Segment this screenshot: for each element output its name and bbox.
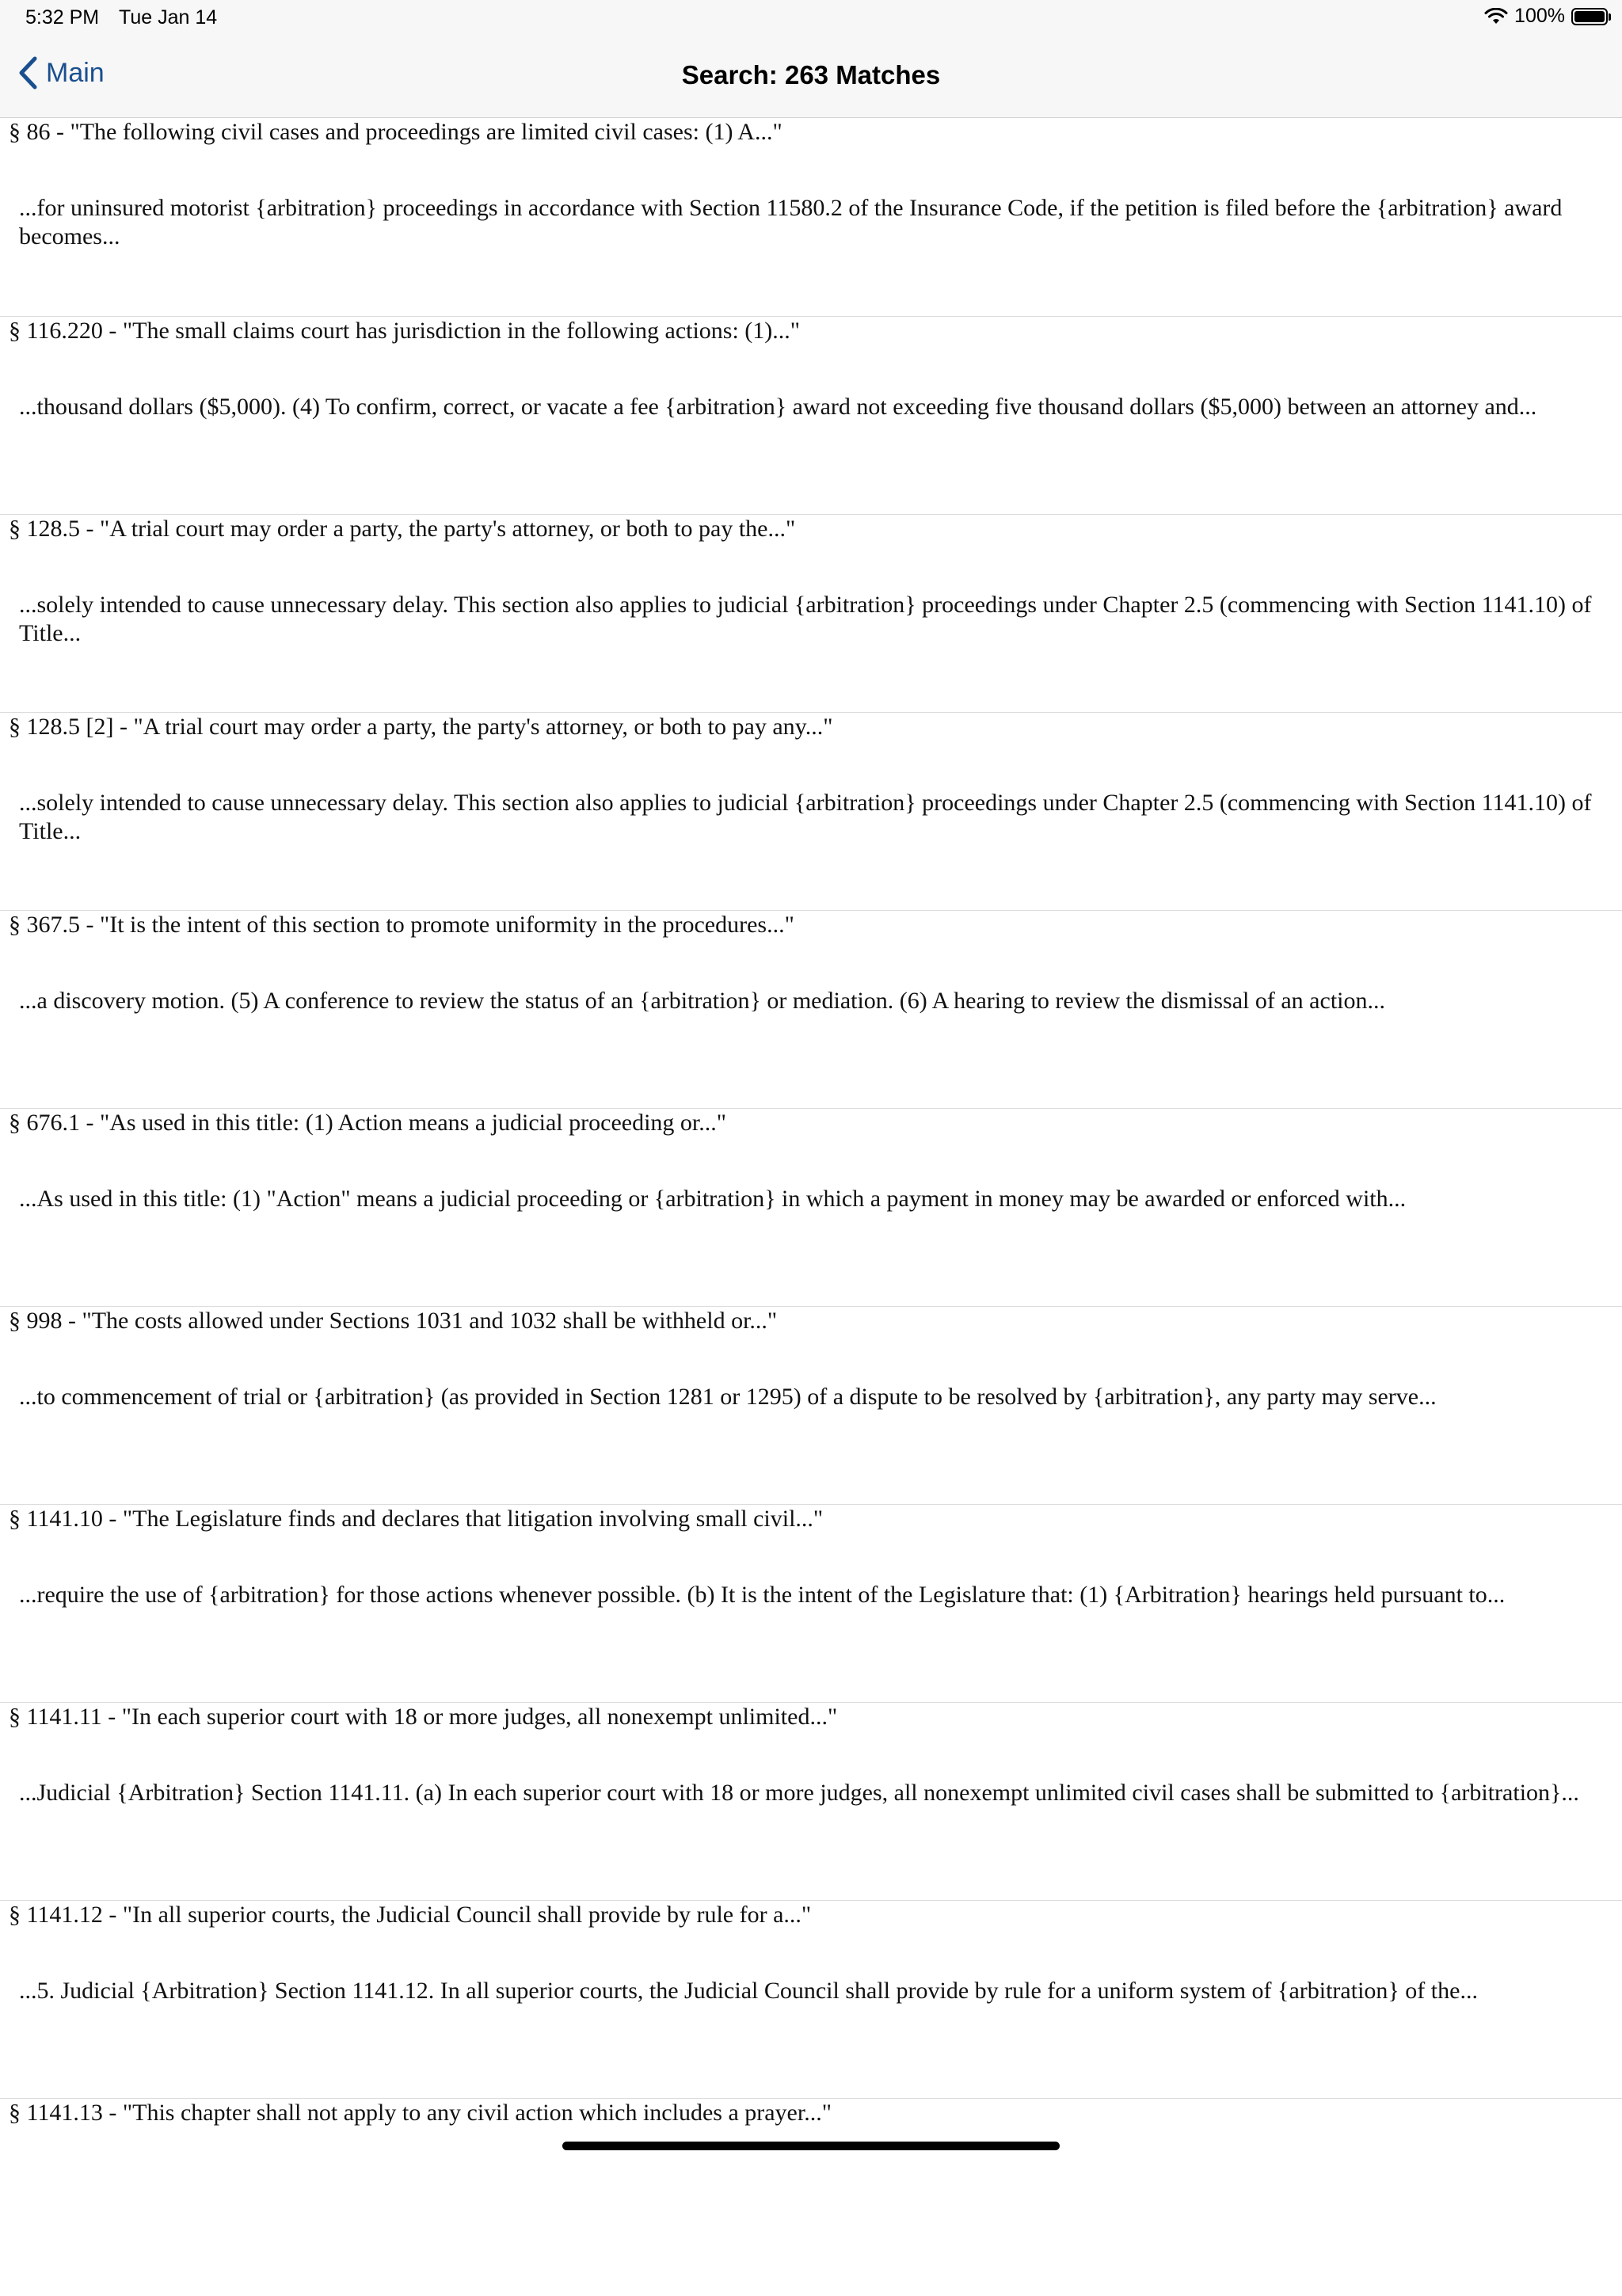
search-result-item[interactable] — [0, 1504, 1622, 1702]
status-time: 5:32 PM — [25, 6, 100, 29]
wifi-icon — [1484, 8, 1508, 25]
result-heading: § 1141.12 - "In all superior courts, the Judicial Council shall provide by rule for a..." — [9, 1902, 812, 1928]
result-heading: § 86 - "The following civil cases and proceedings are limited civil cases: (1) A..." — [9, 119, 782, 145]
result-excerpt: ...solely intended to cause unnecessary delay. This section also applies to judicial {arbitration} proceedings under Chapter 2.5 (commencing with Section 1141.10) of Title... — [19, 592, 1592, 646]
search-result-item[interactable] — [0, 1702, 1622, 1900]
search-result-item[interactable] — [0, 316, 1622, 514]
result-heading: § 1141.13 - "This chapter shall not apply to any civil action which includes a prayer..." — [9, 2100, 832, 2126]
home-indicator[interactable] — [562, 2142, 1060, 2150]
status-date: Tue Jan 14 — [119, 6, 218, 29]
result-heading: § 128.5 [2] - "A trial court may order a party, the party's attorney, or both to pay any..." — [9, 714, 833, 740]
result-heading: § 367.5 - "It is the intent of this section to promote uniformity in the procedures..." — [9, 912, 794, 938]
result-heading: § 998 - "The costs allowed under Sections 1031 and 1032 shall be withheld or..." — [9, 1308, 778, 1334]
battery-percent: 100% — [1514, 5, 1565, 27]
search-result-item[interactable] — [0, 1306, 1622, 1504]
page-title: Search: 263 Matches — [681, 60, 941, 89]
status-bar — [0, 0, 1622, 38]
result-heading: § 128.5 - "A trial court may order a party, the party's attorney, or both to pay the..." — [9, 516, 796, 542]
search-result-item[interactable] — [0, 1900, 1622, 2098]
search-result-item[interactable] — [0, 1108, 1622, 1306]
result-excerpt: ...solely intended to cause unnecessary delay. This section also applies to judicial {arbitration} proceedings under Chapter 2.5 (commencing with Section 1141.10) of Title... — [19, 790, 1592, 844]
result-excerpt: ...As used in this title: (1) "Action" means a judicial proceeding or {arbitration} in which a payment in money may be awarded or enforced with... — [19, 1186, 1407, 1212]
result-excerpt: ...Judicial {Arbitration} Section 1141.11. (a) In each superior court with 18 or more judges, all nonexempt unlimited civil cases shall be submitted to {arbitration}... — [19, 1780, 1579, 1806]
back-button-label: Main — [46, 57, 105, 88]
navigation-bar — [0, 38, 1622, 118]
result-excerpt: ...for uninsured motorist {arbitration} proceedings in accordance with Section 11580.2 of the Insurance Code, if the petition is filed before the {arbitration} award becomes... — [19, 195, 1563, 249]
search-result-item[interactable] — [0, 118, 1622, 316]
result-excerpt: ...thousand dollars ($5,000). (4) To confirm, correct, or vacate a fee {arbitration} award not exceeding five thousand dollars ($5,000) between an attorney and... — [19, 394, 1537, 420]
search-result-item[interactable] — [0, 2098, 1622, 2296]
result-excerpt: ...a discovery motion. (5) A conference to review the status of an {arbitration} or mediation. (6) A hearing to review the dismissal of an action... — [19, 988, 1385, 1014]
result-excerpt: ...require the use of {arbitration} for those actions whenever possible. (b) It is the intent of the Legislature that: (1) {Arbitration} hearings held pursuant to... — [19, 1582, 1506, 1608]
result-excerpt: ...to commencement of trial or {arbitration} (as provided in Section 1281 or 1295) of a dispute to be resolved by {arbitration}, any party may serve... — [19, 1384, 1437, 1410]
result-heading: § 676.1 - "As used in this title: (1) Action means a judicial proceeding or..." — [9, 1110, 726, 1136]
battery-icon — [1571, 8, 1608, 25]
result-heading: § 1141.11 - "In each superior court with 18 or more judges, all nonexempt unlimited..." — [9, 1704, 838, 1730]
result-excerpt: ...5. Judicial {Arbitration} Section 1141.12. In all superior courts, the Judicial Council shall provide by rule for a uniform system of {arbitration} of the... — [19, 1978, 1478, 2004]
search-result-item[interactable] — [0, 712, 1622, 910]
result-heading: § 1141.10 - "The Legislature finds and declares that litigation involving small civil..." — [9, 1506, 824, 1532]
search-result-item[interactable] — [0, 910, 1622, 1108]
search-results-list — [0, 118, 1622, 2296]
search-result-item[interactable] — [0, 514, 1622, 712]
result-heading: § 116.220 - "The small claims court has jurisdiction in the following actions: (1)..." — [9, 318, 801, 344]
status-indicators — [1484, 5, 1608, 28]
